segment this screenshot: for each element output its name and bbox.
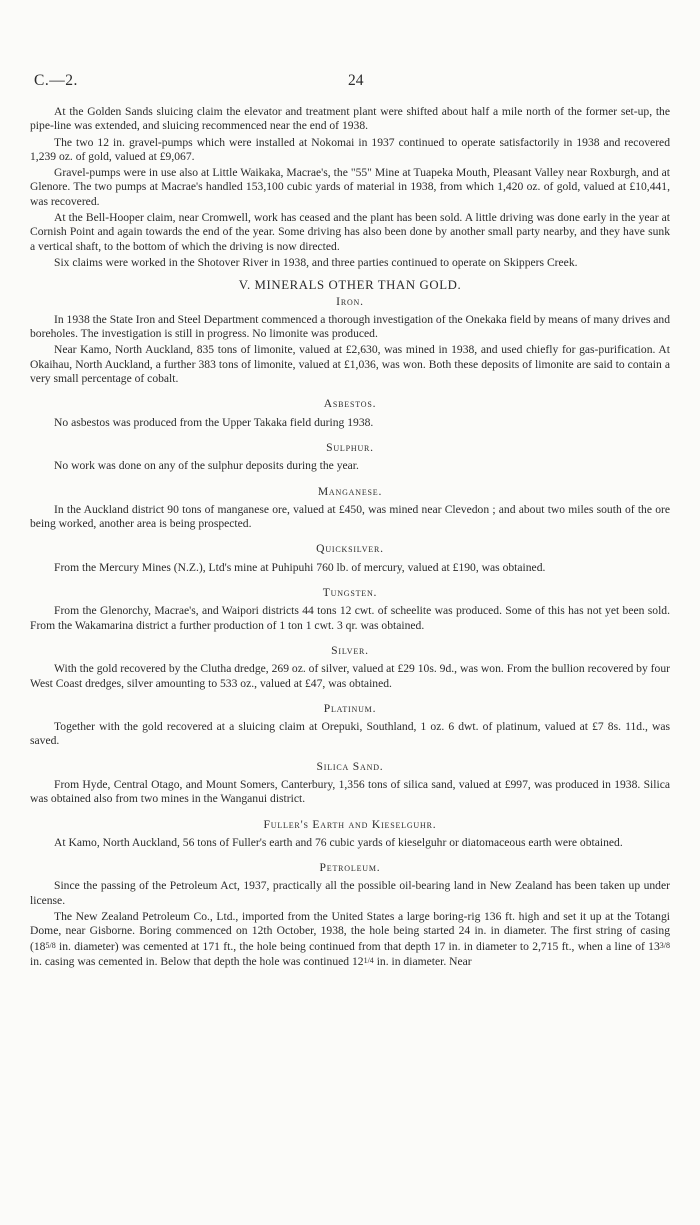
subheading-silica-sand: Silica Sand. [316, 759, 384, 773]
text-run: in. diameter) was cemented at 171 ft., the hole being continued from that depth 17 in. in diameter to 2,715 ft., when a line of 13 [55, 939, 660, 953]
paragraph: In 1938 the State Iron and Steel Department commenced a thorough investigation of the Onekaka field by means of many drives and boreholes. The investigation is still in progress. No limonite was produced. [30, 312, 670, 341]
paragraph: Gravel-pumps were in use also at Little Waikaka, Macrae's, the "55" Mine at Tuapeka Mouth, Pleasant Valley near Roxburgh, and at Glenore. The two pumps at Macrae's handled 153,100 cubic yards of material in 1938, from which 1,420 oz. of gold, valued at £10,441, was recovered. [30, 166, 670, 208]
subheading-platinum: Platinum. [323, 701, 377, 715]
subheading-sulphur: Sulphur. [326, 440, 374, 454]
text-run: in. casing was cemented in. Below that depth the hole was continued 12 [30, 954, 364, 968]
page-number: 24 [348, 72, 364, 89]
paragraph: At the Golden Sands sluicing claim the elevator and treatment plant were shifted about half a mile north of the former set-up, the pipe-line was extended, and sluicing recommenced near the end of 1938. [30, 105, 670, 133]
subheading-manganese: Manganese. [317, 484, 383, 498]
paragraph: From the Glenorchy, Macrae's, and Waipori districts 44 tons 12 cwt. of scheelite was produced. Some of this has not yet been sold. From the Wakamarina district a further production of 1 ton 1 cwt. 3 qr. was obtained. [30, 604, 670, 632]
paragraph: The two 12 in. gravel-pumps which were installed at Nokomai in 1937 continued to operate satisfactorily in 1938 and recovered 1,239 oz. of gold, valued at £9,067. [30, 135, 670, 163]
page-body [30, 105, 670, 971]
paragraph: From Hyde, Central Otago, and Mount Somers, Canterbury, 1,356 tons of silica sand, valued at £997, was produced in 1938. Silica was obtained also from two mines in the Wanganui district. [30, 777, 670, 806]
paragraph [30, 910, 670, 969]
paragraph: With the gold recovered by the Clutha dredge, 269 oz. of silver, valued at £29 10s. 9d., was won. From the bullion recovered by four West Coast dredges, silver amounting to 533 oz., valued at £47, was obtained. [30, 662, 670, 690]
paragraph: Six claims were worked in the Shotover River in 1938, and three parties continued to operate on Skippers Creek. [54, 255, 578, 269]
section-title: V. MINERALS OTHER THAN GOLD. [238, 278, 462, 293]
subheading-asbestos: Asbestos. [323, 397, 377, 411]
text-run: in. in diameter. Near [373, 954, 472, 968]
paragraph: At the Bell-Hooper claim, near Cromwell, work has ceased and the plant has been sold. A little driving was done early in the year at Cornish Point and again towards the end of the year. Some driving has also been done by another small party nearby, and they have sunk a vertical shaft, to the bottom of which the driving is now directed. [30, 211, 670, 253]
fraction: 1/4 [363, 955, 374, 965]
fraction: 3/8 [659, 940, 670, 950]
paragraph: No work was done on any of the sulphur deposits during the year. [54, 459, 359, 473]
paragraph: Near Kamo, North Auckland, 835 tons of limonite, valued at £2,630, was mined in 1938, and used chiefly for gas-purification. At Okaihau, North Auckland, a further 383 tons of limonite, valued at £1,036, was won. Both these deposits of limonite are said to contain a very small percentage of cobalt. [30, 343, 670, 386]
paragraph: In the Auckland district 90 tons of manganese ore, valued at £450, was mined near Clevedon ; and about two miles south of the ore being worked, another area is being prospected. [30, 502, 670, 531]
paragraph: Since the passing of the Petroleum Act, 1937, practically all the possible oil-bearing land in New Zealand has been taken up under license. [30, 879, 670, 907]
subheading-quicksilver: Quicksilver. [316, 542, 384, 556]
subheading-petroleum: Petroleum. [319, 861, 381, 875]
document-reference: C.—2. [34, 72, 78, 89]
page-header [28, 72, 672, 92]
subheading-tungsten: Tungsten. [322, 586, 378, 600]
paragraph: No asbestos was produced from the Upper Takaka field during 1938. [54, 415, 374, 429]
paragraph: From the Mercury Mines (N.Z.), Ltd's mine at Puhipuhi 760 lb. of mercury, valued at £190, was obtained. [54, 560, 546, 574]
subheading-iron: Iron. [336, 294, 364, 308]
subheading-silver: Silver. [331, 643, 369, 657]
subheading-fullers-earth: Fuller's Earth and Kieselguhr. [263, 817, 437, 831]
fraction: 5/8 [45, 940, 56, 950]
paragraph: At Kamo, North Auckland, 56 tons of Fuller's earth and 76 cubic yards of kieselguhr or diatomaceous earth were obtained. [54, 835, 623, 849]
text-run: The New Zealand Petroleum Co., Ltd., imported from the United States a large boring-rig 136 ft. high and set it up at the Totangi Dome, near Gisborne. Boring commenced on 12th October, 1938, the hole being started 24 in. in diameter. The first string of casing (18 [30, 910, 670, 953]
paragraph: Together with the gold recovered at a sluicing claim at Orepuki, Southland, 1 oz. 6 dwt. of platinum, valued at £7 8s. 11d., was saved. [30, 720, 670, 748]
